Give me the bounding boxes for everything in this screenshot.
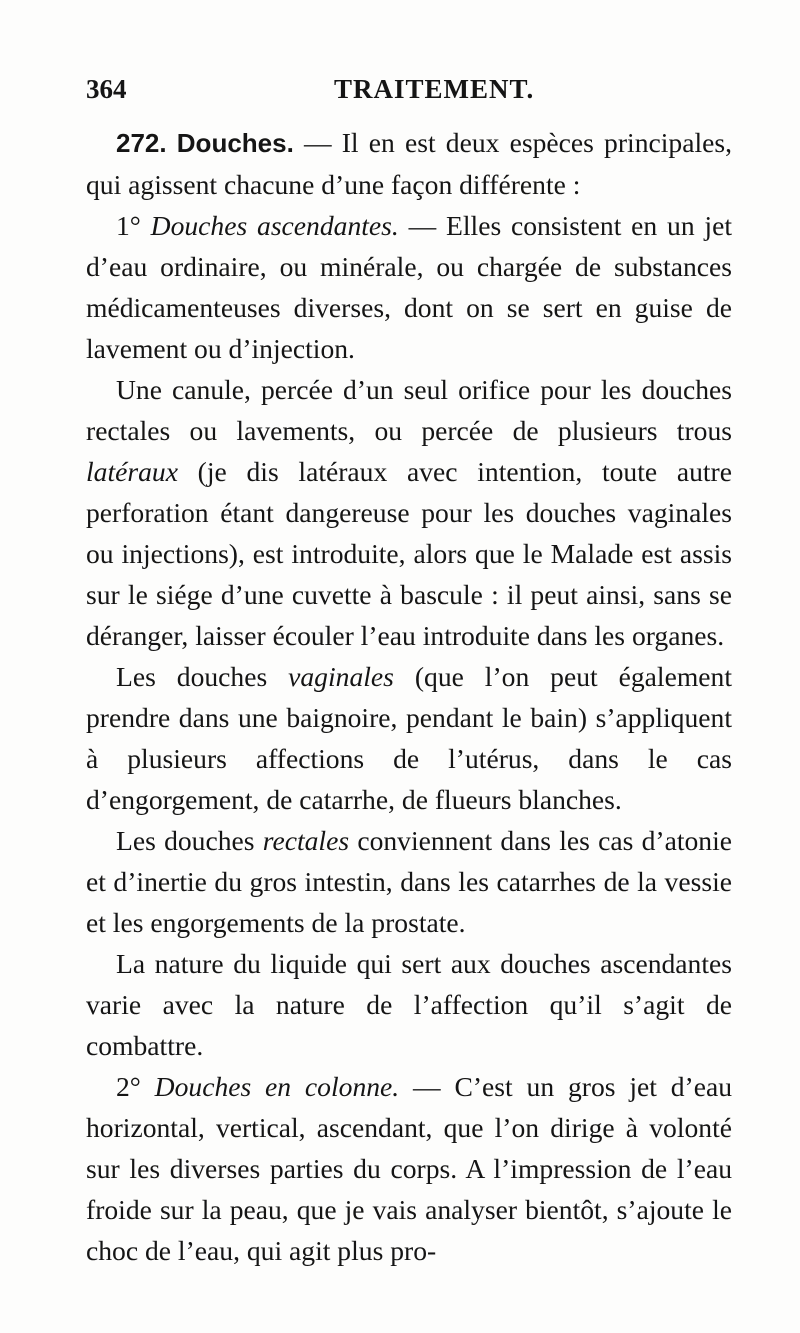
subheading: Douches en colonne.	[154, 1071, 400, 1102]
running-title: TRAITEMENT.	[334, 74, 535, 104]
page-number: 364	[86, 74, 127, 104]
paragraph-text: Les douches	[116, 661, 289, 692]
paragraph-text: — C’est un gros jet d’eau horizontal, vertical, ascendant, que l’on dirige à volonté sur les diverses parties du corps. A l’impression de l’eau froide sur la peau, que je vais analyser bientôt, s’ajoute le choc de l’eau, qui agit plus pro-	[86, 1071, 733, 1266]
paragraph-text: — Elles consistent en un jet d’eau ordinaire, ou minérale, ou chargée de substances médicamenteuses diverses, dont on se sert en guise de lavement ou d’injection.	[86, 210, 733, 364]
emphasis: rectales	[262, 825, 350, 856]
paragraph-text: Les douches	[116, 825, 263, 856]
paragraph-douches-colonne	[86, 1066, 732, 1271]
paragraph-text: — Il en est deux espèces principales, qui agissent chacune d’une façon différente :	[86, 127, 732, 200]
subheading: Douches ascendantes.	[150, 210, 399, 241]
paragraph-text: (je dis latéraux avec intention, toute autre perforation étant dangereuse pour les douches vaginales ou injections), est introduite, alors que le Malade est assis sur le siége d’une cuvette à bascule : il peut ainsi, sans se déranger, laisser écouler l’eau introduite dans les organes.	[86, 456, 732, 651]
section-number: 272.	[116, 128, 167, 158]
paragraph-text: La nature du liquide qui sert aux douches ascendantes varie avec la nature de l’affection qu’il s’agit de combattre.	[86, 948, 732, 1061]
paragraph-text: Une canule, percée d’un seul orifice pour les douches rectales ou lavements, ou percée de plusieurs trous	[86, 374, 732, 446]
paragraph-text: conviennent dans les cas d’atonie et d’inertie du gros intestin, dans les catarrhes de la vessie et les engorgements de la prostate.	[86, 825, 732, 938]
paragraph-douches-ascendantes	[86, 205, 732, 369]
section-heading: Douches.	[176, 128, 294, 158]
emphasis: latéraux	[86, 456, 178, 487]
page-header	[86, 74, 700, 114]
paragraph-text: (que l’on peut également prendre dans une baignoire, pendant le bain) s’appliquent à plusieurs affections de l’utérus, dans le cas d’engorgement, de catarrhe, de flueurs blanches.	[86, 661, 733, 815]
list-number: 2°	[116, 1071, 155, 1102]
paragraph-vaginales	[86, 656, 732, 820]
paragraph-rectales	[86, 820, 732, 943]
paragraph-nature-liquide	[86, 943, 732, 1066]
list-number: 1°	[116, 210, 151, 241]
page-body	[86, 122, 732, 1271]
paragraph-douches-intro	[86, 122, 732, 205]
emphasis: vaginales	[288, 661, 394, 692]
paragraph-canule	[86, 369, 732, 656]
